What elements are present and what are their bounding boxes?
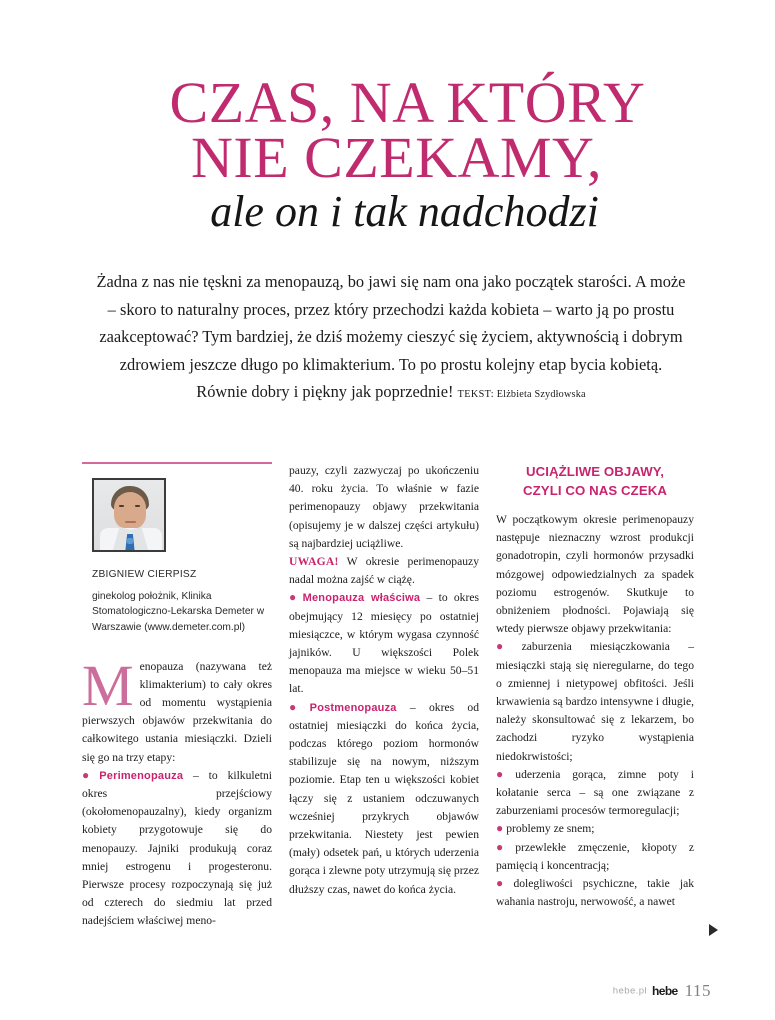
column-3-list-item (496, 766, 694, 821)
column-3-list-item-text: zaburzenia miesiączkowania – miesiączki stają się nieregularne, do tego o zmiennej i nietypowej obfitości. Jeśli krwawienia są bardzo intensywne i długie, należy skonsultować się z lekarzem, bo zachodzi ryzyko wystąpienia niedokrwistości; (496, 640, 694, 763)
column-3-list-item (496, 638, 694, 765)
column-3-body (496, 511, 694, 911)
bullet-icon: ● (289, 590, 300, 605)
headline-subtitle: ale on i tak nadchodzi (210, 187, 599, 237)
headline-line-2: NIE CZEKAMY, (191, 124, 602, 190)
lead-paragraph (96, 268, 686, 409)
bullet-icon: ● (82, 767, 97, 782)
pink-divider-rule (82, 462, 272, 464)
bullet-icon: ● (496, 821, 504, 836)
author-name: ZBIGNIEW CIERPISZ (92, 568, 197, 580)
headline-line-1: CZAS, NA KTÓRY (169, 70, 646, 135)
continuation-arrow-icon (709, 924, 718, 936)
drop-cap: M (82, 652, 134, 718)
section-heading-line-2: CZYLI CO NAS CZEKA (523, 483, 667, 498)
page-number: 115 (684, 981, 711, 1000)
column-2 (289, 462, 479, 899)
section-heading-line-1: UCIĄŻLIWE OBJAWY, (526, 464, 664, 479)
column-1-paragraph-1 (82, 652, 272, 767)
byline-label: TEKST: (457, 389, 494, 400)
footer-site-url: hebe.pl (612, 985, 648, 997)
column-2-list-item-1 (289, 589, 479, 698)
byline-author: Elżbieta Szydłowska (496, 389, 586, 400)
article-columns (82, 462, 694, 962)
hebe-logo: hebe (652, 984, 678, 998)
term-perimenopauza: Perimenopauza (99, 769, 184, 782)
bullet-icon: ● (496, 876, 511, 891)
term-postmenopauza: Postmenopauza (309, 701, 397, 714)
byline (458, 389, 586, 400)
uwaga-label: UWAGA! (289, 555, 339, 569)
column-1-list-item-1 (82, 767, 272, 931)
column-1 (82, 462, 272, 931)
column-1-body (82, 652, 273, 931)
bullet-icon: ● (289, 699, 307, 714)
column-1-paragraph-1-text: enopauza (nazywana też klimakterium) to cały okres od momentu wystąpienia pierwszych objawów przekwitania do całkowitego ustania miesiączki. Dzieli się go na trzy etapy: (82, 659, 272, 764)
column-3-paragraph-1: W początkowym okresie perimenopauzy następuje nieznaczny wzrost produkcji gonadotropin, czyli hormonów przysadki mózgowej odpowiedzialnych za spadek poziomu estrogenów. Skutkuje to obniżeniem płodności. Pojawiają się wtedy pierwsze objawy przekwitania: (496, 513, 694, 636)
column-2-paragraph-1: pauzy, czyli zazwyczaj po ukończeniu 40. roku życia. To właśnie w fazie perimenopauzy objawy przekwitania (opisujemy je w dalszej części artykułu) są najbardziej uciążliwe. (289, 464, 479, 550)
column-3-list-item-text: przewlekłe zmęczenie, kłopoty z pamięcią i koncentracją; (496, 840, 694, 872)
article-headline (0, 70, 775, 237)
column-3-list-item-text: dolegliwości psychiczne, takie jak wahania nastroju, nerwowość, a nawet (496, 877, 695, 909)
section-heading (496, 462, 694, 500)
bullet-icon: ● (496, 839, 513, 854)
uwaga-text: W okresie perimenopauzy nadal można zajść w ciążę. (289, 555, 479, 587)
author-description: ginekolog położnik, Klinika Stomatologiczno-Lekarska Demeter w Warszawie (www.demeter.com.pl) (92, 590, 265, 633)
column-3-list-item (496, 839, 694, 875)
lead-text: Żadna z nas nie tęskni za menopauzą, bo jawi się nam ona jako początek starości. A może – skoro to naturalny proces, przez który przechodzi każda kobieta – warto ją po prostu zaakceptować? Tym bardziej, że dziś możemy cieszyć się życiem, aktywnością i dobrym zdrowiem jeszcze długo po klimakterium. To po prostu kolejny etap bycia kobietą. Równie dobry i piękny jak poprzednie! (96, 272, 686, 401)
column-3 (496, 462, 694, 911)
column-3-list-item (496, 820, 694, 838)
bullet-icon: ● (496, 639, 519, 654)
column-2-list-item-1-text: – to okres obejmujący 12 miesięcy po ostatniej miesiączce, w którym wygasa czynność jajników. U większości Polek menopauza ma miejsce w wieku 50–51 lat. (289, 591, 479, 696)
author-photo (92, 478, 166, 552)
term-menopauza-wlasciwa: Menopauza właściwa (302, 592, 421, 605)
column-1-list-item-1-text: – to kilkuletni okres przejściowy (okołomenopauzalny), kiedy organizm kobiety przygotowuje się do menopauzy. Jajniki produkują coraz mniej estrogenu i progesteronu. Pierwsze procesy rozpoczynają się już od czterech do siedmiu lat przed nadejściem właściwej meno- (82, 768, 273, 928)
page-footer (0, 981, 775, 1001)
column-3-list-item-text: problemy ze snem; (506, 822, 595, 836)
column-2-list-item-2 (289, 699, 479, 899)
column-3-list-item (496, 875, 694, 911)
column-2-list-item-2-text: – okres od ostatniej miesiączki do końca życia, podczas którego poziom hormonów stabilizuje się na nowym, niższym poziomie. Etap ten u większości kobiet łączy się z ustaniem odczuwanych wcześniej przykrych objawów przekwitania. Niestety jest pewien (mały) odsetek pań, u których uderzenia gorąca i zlewne poty utrzymują się przez dłuższy czas, nawet do końca życia. (289, 700, 480, 896)
column-3-list-item-text: uderzenia gorąca, zimne poty i kołatanie serca – są one związane z zaburzeniami procesów termoregulacji; (496, 767, 694, 818)
bullet-icon: ● (496, 766, 513, 781)
column-2-uwaga (289, 553, 479, 589)
